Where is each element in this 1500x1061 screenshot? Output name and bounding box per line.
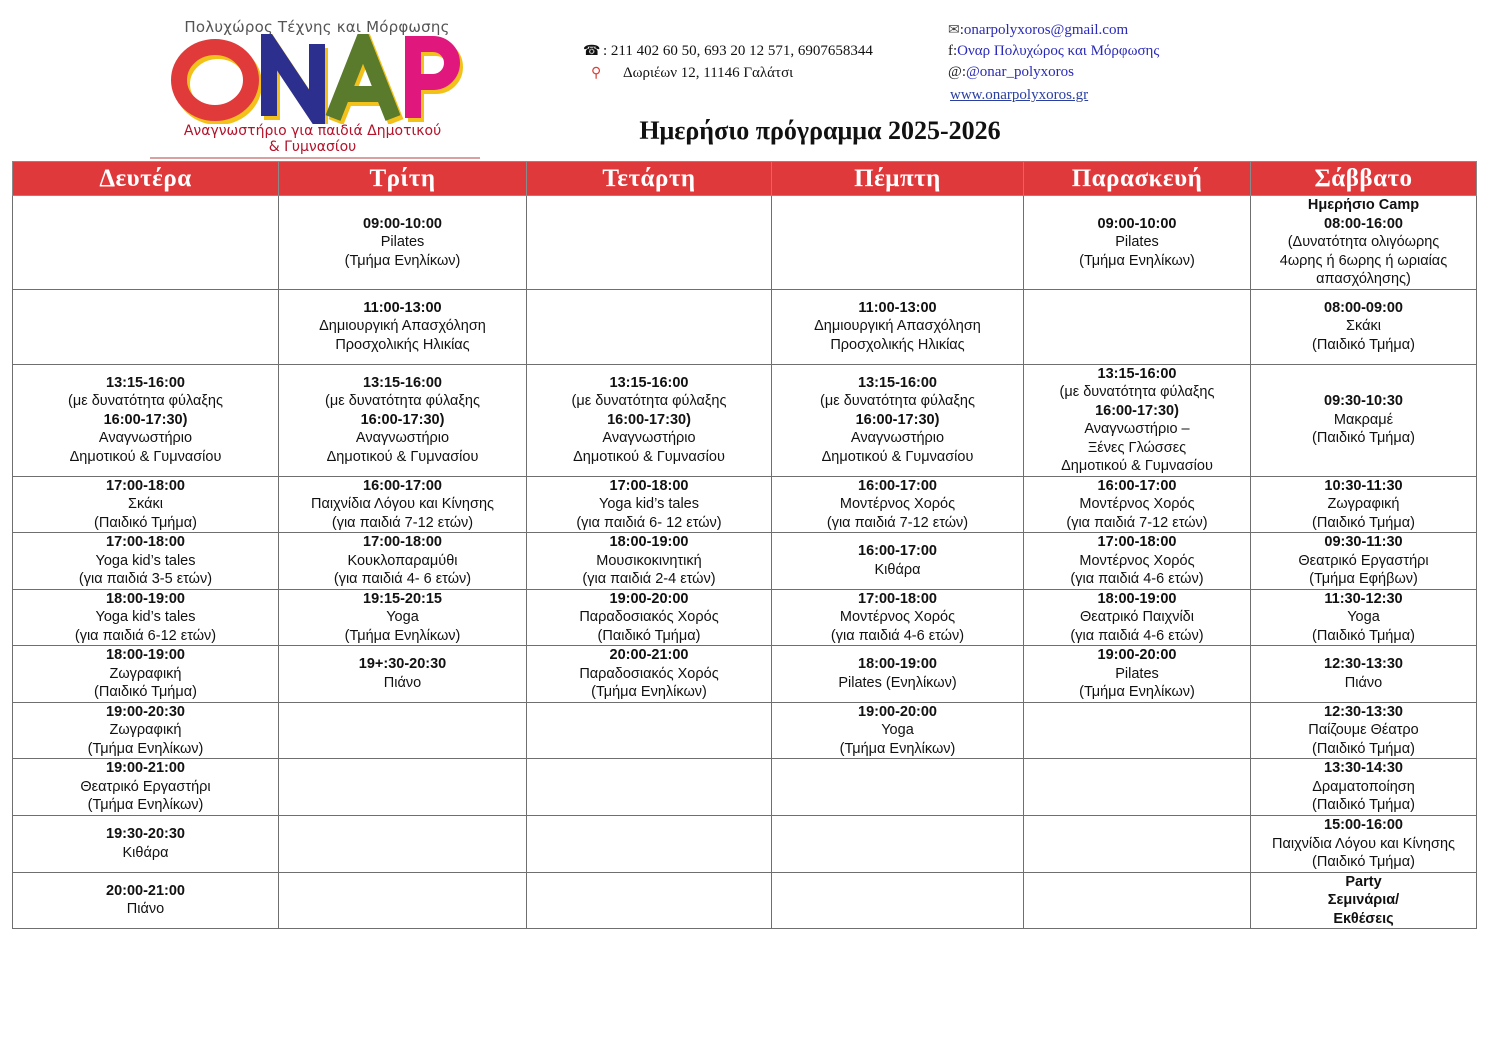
class-time: 17:00-18:00 (106, 534, 185, 550)
class-detail: Πιάνο (126, 901, 165, 918)
class-detail: Yoga (881, 722, 914, 738)
schedule-cell-tuesday (279, 759, 527, 816)
day-header-tuesday: Τρίτη (279, 162, 527, 196)
onar-logo (140, 16, 485, 158)
class-detail: Μοντέρνος Χορός (1079, 496, 1195, 512)
schedule-cell-saturday (1251, 364, 1477, 476)
table-row (13, 289, 1477, 364)
class-time: 12:30-13:30 (1324, 703, 1403, 720)
class-time: 12:30-13:30 (1324, 656, 1403, 673)
schedule-cell-friday (1024, 872, 1251, 929)
logo-subtitle: Αναγνωστήριο για παιδιά Δημοτικού (183, 123, 442, 139)
class-detail: Πιάνο (383, 674, 422, 691)
class-time: 16:00-17:00 (858, 543, 937, 560)
schedule-cell-tuesday (279, 476, 527, 533)
schedule-cell-tuesday (279, 533, 527, 590)
class-detail: Μοντέρνος Χορός (839, 609, 956, 625)
class-detail: 4ωρης ή 6ωρης ή ωριαίας (1279, 252, 1448, 269)
class-detail: (Παιδικό Τμήμα) (94, 514, 197, 531)
address: Δωριέων 12, 11146 Γαλάτσι (623, 64, 794, 81)
schedule-cell-tuesday (279, 816, 527, 873)
class-time: 17:00-18:00 (609, 477, 689, 494)
schedule-cell-tuesday (279, 702, 527, 759)
day-header-row (13, 162, 1477, 196)
class-time: 11:00-13:00 (363, 299, 442, 316)
class-time: 17:00-18:00 (858, 590, 937, 607)
class-time: 13:15-16:00 (1097, 365, 1177, 382)
instagram-link[interactable]: @onar_polyxoros (965, 64, 1074, 80)
class-detail: (για παιδιά 7-12 ετών) (826, 514, 969, 531)
class-detail: (Παιδικό Τμήμα) (1312, 336, 1415, 353)
class-detail: Θεατρικό Εργαστήρι (1298, 552, 1429, 569)
schedule-cell-saturday (1251, 533, 1477, 590)
class-time: 09:00-10:00 (1097, 215, 1177, 232)
class-detail: απασχόλησης) (1316, 271, 1411, 287)
class-detail: Κιθάρα (122, 844, 169, 861)
class-time: 18:00-19:00 (106, 647, 185, 663)
table-row (13, 646, 1477, 703)
class-time: 19:15-20:15 (363, 590, 442, 607)
class-detail: Αναγνωστήριο (98, 430, 193, 447)
class-time: 19:30-20:30 (106, 826, 185, 843)
class-time: 13:15-16:00 (609, 374, 689, 391)
schedule-cell-wednesday (527, 289, 772, 364)
class-detail: (Τμήμα Ενηλίκων) (344, 252, 461, 269)
schedule-cell-monday (13, 646, 279, 703)
class-time: 15:00-16:00 (1324, 817, 1403, 833)
logo-subtitle-2: & Γυμνασίου (268, 139, 357, 155)
class-detail: (για παιδιά 4- 6 ετών) (333, 571, 472, 587)
email-label: : (959, 22, 964, 38)
class-detail: Δραματοποίηση (1312, 778, 1415, 795)
email-line (948, 20, 1159, 41)
schedule-cell-tuesday (279, 289, 527, 364)
phone-line (583, 40, 873, 62)
schedule-cell-wednesday (527, 364, 772, 476)
class-detail: (Παιδικό Τμήμα) (1312, 514, 1415, 531)
class-time: 16:00-17:00 (363, 477, 442, 494)
class-time: 09:30-11:30 (1324, 534, 1403, 550)
class-detail: (Παιδικό Τμήμα) (94, 684, 197, 700)
class-time: 13:15-16:00 (858, 374, 937, 391)
class-time: 08:00-09:00 (1324, 299, 1403, 316)
schedule-cell-wednesday (527, 646, 772, 703)
class-detail: Αναγνωστήριο (355, 430, 450, 447)
class-detail: Ζωγραφική (1327, 496, 1400, 512)
schedule-cell-thursday (772, 816, 1024, 873)
class-detail: Αναγνωστήριο – (1084, 421, 1190, 437)
schedule-cell-wednesday (527, 816, 772, 873)
logo-letter-a (333, 42, 393, 118)
class-detail: (Παιδικό Τμήμα) (1312, 627, 1415, 644)
address-line (583, 62, 873, 84)
schedule-cell-saturday (1251, 646, 1477, 703)
schedule-cell-monday (13, 476, 279, 533)
class-detail: Δημοτικού & Γυμνασίου (1061, 458, 1213, 474)
class-time: 11:30-12:30 (1324, 590, 1403, 607)
schedule-cell-wednesday (527, 702, 772, 759)
schedule-cell-wednesday (527, 196, 772, 290)
schedule-cell-thursday (772, 289, 1024, 364)
table-row (13, 476, 1477, 533)
schedule-cell-friday (1024, 646, 1251, 703)
table-row (13, 533, 1477, 590)
schedule-cell-thursday (772, 872, 1024, 929)
class-detail: Κουκλοπαραμύθι (347, 552, 458, 569)
table-row (13, 872, 1477, 929)
schedule-cell-monday (13, 289, 279, 364)
class-detail: Αναγνωστήριο (850, 430, 945, 447)
class-detail: (Τμήμα Ενηλίκων) (87, 797, 204, 814)
class-detail: (για παιδιά 4-6 ετών) (1070, 627, 1204, 644)
class-time: 17:00-18:00 (1097, 534, 1177, 550)
class-detail: Μοντέρνος Χορός (839, 496, 956, 512)
table-row (13, 702, 1477, 759)
class-detail: (Παιδικό Τμήμα) (1312, 740, 1415, 757)
class-time: 19:00-21:00 (106, 760, 185, 777)
class-time: 13:15-16:00 (106, 374, 185, 391)
schedule-table (12, 161, 1477, 929)
class-heading: Party (1345, 873, 1382, 890)
class-detail: Ξένες Γλώσσες (1087, 439, 1187, 456)
contact-online (948, 20, 1159, 104)
class-detail: (Δυνατότητα ολιγόωρης (1287, 234, 1440, 250)
class-detail: Προσχολικής Ηλικίας (335, 336, 470, 353)
class-detail: Δημοτικού & Γυμνασίου (573, 448, 725, 465)
table-row (13, 816, 1477, 873)
class-detail: (με δυνατότητα φύλαξης (325, 393, 480, 410)
class-detail: Yoga (386, 609, 419, 625)
class-detail: Pilates (380, 234, 425, 250)
table-row (13, 759, 1477, 816)
class-heading: Εκθέσεις (1333, 910, 1394, 927)
page-title: Ημερήσιο πρόγραμμα 2025-2026 (639, 116, 1001, 145)
class-detail: Παιχνίδια Λόγου και Κίνησης (311, 496, 494, 512)
schedule-cell-friday (1024, 289, 1251, 364)
class-detail: Παίζουμε Θέατρο (1308, 722, 1419, 738)
schedule-cell-monday (13, 196, 279, 290)
schedule-cell-thursday (772, 364, 1024, 476)
schedule-cell-saturday (1251, 289, 1477, 364)
class-detail: Θεατρικό Εργαστήρι (80, 778, 211, 795)
class-time: 16:00-17:30) (103, 411, 188, 428)
class-detail: (Τμήμα Ενηλίκων) (344, 627, 461, 644)
schedule-cell-friday (1024, 702, 1251, 759)
class-detail: Ζωγραφική (109, 665, 182, 682)
facebook-label: f: (948, 43, 958, 59)
class-detail: Θεατρικό Παιχνίδι (1080, 609, 1194, 625)
schedule-cell-thursday (772, 476, 1024, 533)
class-time: 18:00-19:00 (1097, 590, 1177, 607)
class-detail: (για παιδιά 7-12 ετών) (331, 514, 474, 531)
class-detail: Αναγνωστήριο (602, 430, 696, 447)
class-detail: Σκάκι (1346, 318, 1381, 335)
class-time: 19:00-20:00 (609, 590, 689, 607)
schedule-cell-saturday (1251, 816, 1477, 873)
class-time: 19:00-20:00 (1097, 647, 1177, 663)
class-detail: Προσχολικής Ηλικίας (830, 336, 965, 353)
class-detail: Ζωγραφική (109, 722, 182, 738)
class-detail: (Παιδικό Τμήμα) (1312, 430, 1415, 447)
class-detail: (Παιδικό Τμήμα) (597, 627, 701, 644)
schedule-cell-tuesday (279, 646, 527, 703)
class-detail: (Τμήμα Ενηλίκων) (1079, 252, 1195, 269)
schedule-cell-thursday (772, 196, 1024, 290)
schedule-cell-saturday (1251, 872, 1477, 929)
class-detail: (για παιδιά 7-12 ετών) (1066, 514, 1208, 531)
class-detail: (για παιδιά 4-6 ετών) (1070, 571, 1204, 587)
class-time: 16:00-17:00 (1097, 477, 1177, 494)
class-detail: Πιάνο (1344, 674, 1383, 691)
class-detail: Yoga kid’s tales (599, 496, 699, 512)
class-detail: Παραδοσιακός Χορός (579, 609, 719, 625)
email-link[interactable]: onarpolyxoros@gmail.com (963, 22, 1129, 38)
schedule-cell-monday (13, 759, 279, 816)
class-detail: Δημοτικού & Γυμνασίου (821, 448, 974, 465)
class-time: 16:00-17:30) (855, 411, 940, 428)
class-detail: Δημιουργική Απασχόληση (814, 318, 981, 335)
schedule-cell-saturday (1251, 196, 1477, 290)
phone-numbers: : 211 402 60 50, 693 20 12 571, 6907658344 (603, 42, 873, 59)
website-line (948, 83, 1159, 104)
class-time: 13:15-16:00 (363, 374, 442, 391)
class-time: 18:00-19:00 (609, 534, 689, 550)
class-heading: 08:00-16:00 (1324, 215, 1403, 232)
map-pin-icon: ⚲ (591, 65, 602, 81)
class-time: 20:00-21:00 (609, 647, 689, 663)
class-detail: Δημοτικού & Γυμνασίου (326, 448, 479, 465)
class-detail: (με δυνατότητα φύλαξης (571, 393, 727, 410)
class-time: 17:00-18:00 (363, 534, 442, 550)
schedule-cell-friday (1024, 364, 1251, 476)
schedule-cell-saturday (1251, 476, 1477, 533)
class-heading: Ημερήσιο Camp (1307, 197, 1420, 213)
class-detail: (Τμήμα Ενηλίκων) (1079, 684, 1195, 700)
class-time: 19:00-20:30 (106, 703, 185, 720)
day-header-saturday: Σάββατο (1251, 162, 1477, 196)
schedule-cell-wednesday (527, 759, 772, 816)
class-time: 16:00-17:30) (607, 411, 691, 428)
day-header-wednesday: Τετάρτη (527, 162, 772, 196)
class-time: 18:00-19:00 (106, 590, 185, 607)
schedule-cell-tuesday (279, 872, 527, 929)
schedule-cell-friday (1024, 476, 1251, 533)
class-detail: (Παιδικό Τμήμα) (1312, 797, 1415, 814)
class-time: 16:00-17:00 (858, 477, 937, 494)
class-detail: Μουσικοκινητική (596, 552, 702, 569)
schedule-cell-saturday (1251, 589, 1477, 646)
envelope-icon: ✉ (948, 23, 960, 38)
class-detail: (Παιδικό Τμήμα) (1312, 854, 1415, 870)
facebook-link[interactable]: Οναρ Πολυχώρος και Μόρφωσης (957, 43, 1160, 59)
class-detail: (με δυνατότητα φύλαξης (820, 393, 975, 410)
contact-phone-address (583, 40, 873, 84)
schedule-cell-tuesday (279, 196, 527, 290)
class-detail: (για παιδιά 6- 12 ετών) (576, 514, 722, 531)
class-time: 16:00-17:30) (360, 411, 445, 428)
day-header-thursday: Πέμπτη (772, 162, 1024, 196)
class-detail: Σκάκι (128, 496, 163, 512)
schedule-cell-friday (1024, 533, 1251, 590)
schedule-cell-saturday (1251, 702, 1477, 759)
schedule-cell-wednesday (527, 589, 772, 646)
class-detail: Μοντέρνος Χορός (1079, 552, 1195, 569)
schedule-cell-wednesday (527, 533, 772, 590)
class-time: 09:30-10:30 (1324, 393, 1403, 410)
schedule-cell-thursday (772, 759, 1024, 816)
class-detail: Μακραμέ (1333, 411, 1394, 428)
class-detail: Yoga (1347, 609, 1380, 625)
class-time: 19+:30-20:30 (358, 656, 447, 673)
class-time: 19:00-20:00 (858, 703, 937, 720)
instagram-line (948, 62, 1159, 83)
schedule-cell-wednesday (527, 872, 772, 929)
schedule-cell-monday (13, 364, 279, 476)
website-link[interactable]: www.onarpolyxoros.gr (950, 87, 1089, 103)
day-header-friday: Παρασκευή (1024, 162, 1251, 196)
class-detail: (για παιδιά 6-12 ετών) (74, 627, 217, 644)
class-time: 13:30-14:30 (1324, 760, 1403, 777)
class-detail: (Τμήμα Ενηλίκων) (87, 740, 204, 757)
schedule-cell-friday (1024, 589, 1251, 646)
logo-underline (150, 157, 480, 159)
class-detail: (για παιδιά 2-4 ετών) (582, 571, 716, 587)
class-detail: Pilates (1115, 665, 1159, 682)
instagram-label: @: (948, 64, 966, 80)
class-detail: Yoga kid’s tales (95, 609, 196, 625)
schedule-cell-tuesday (279, 364, 527, 476)
class-time: 11:00-13:00 (858, 299, 937, 316)
class-detail: (για παιδιά 4-6 ετών) (830, 627, 965, 644)
schedule-cell-monday (13, 589, 279, 646)
schedule-cell-friday (1024, 196, 1251, 290)
class-time: 10:30-11:30 (1324, 477, 1403, 494)
schedule-cell-thursday (772, 589, 1024, 646)
class-time: 18:00-19:00 (858, 656, 937, 673)
class-detail: Παραδοσιακός Χορός (579, 665, 719, 682)
class-time: 09:00-10:00 (363, 215, 442, 232)
schedule-cell-monday (13, 533, 279, 590)
schedule-cell-thursday (772, 533, 1024, 590)
class-detail: Pilates (Ενηλίκων) (838, 674, 957, 691)
class-detail: (Τμήμα Ενηλίκων) (839, 740, 956, 757)
class-detail: (Τμήμα Εφήβων) (1309, 571, 1418, 587)
class-detail: Pilates (1115, 234, 1159, 250)
day-header-monday: Δευτέρα (13, 162, 279, 196)
class-detail: Δημιουργική Απασχόληση (319, 318, 486, 335)
class-detail: (με δυνατότητα φύλαξης (68, 393, 223, 410)
schedule-cell-thursday (772, 702, 1024, 759)
schedule-cell-monday (13, 702, 279, 759)
schedule-cell-saturday (1251, 759, 1477, 816)
class-heading: Σεμινάρια/ (1327, 892, 1400, 908)
table-row (13, 589, 1477, 646)
class-time: 16:00-17:30) (1095, 402, 1179, 419)
schedule-cell-thursday (772, 646, 1024, 703)
schedule-cell-wednesday (527, 476, 772, 533)
schedule-cell-friday (1024, 816, 1251, 873)
class-detail: (για παιδιά 3-5 ετών) (78, 571, 213, 587)
logo-tagline: Πολυχώρος Τέχνης και Μόρφωσης (184, 18, 450, 36)
class-time: 17:00-18:00 (106, 477, 185, 494)
class-detail: Κιθάρα (874, 561, 921, 578)
schedule-cell-tuesday (279, 589, 527, 646)
table-row (13, 196, 1477, 290)
schedule-cell-friday (1024, 759, 1251, 816)
table-row (13, 364, 1477, 476)
class-detail: (Τμήμα Ενηλίκων) (591, 684, 707, 700)
logo-wordmark (170, 34, 470, 124)
class-detail: Παιχνίδια Λόγου και Κίνησης (1272, 835, 1455, 852)
class-detail: Δημοτικού & Γυμνασίου (69, 448, 222, 465)
schedule-cell-monday (13, 872, 279, 929)
schedule-cell-monday (13, 816, 279, 873)
class-time: 20:00-21:00 (106, 882, 185, 899)
class-detail: (με δυνατότητα φύλαξης (1059, 384, 1215, 400)
facebook-line (948, 41, 1159, 62)
class-detail: Yoga kid’s tales (95, 552, 196, 569)
phone-icon: ☎ (583, 43, 601, 59)
logo-letter-n (269, 44, 317, 116)
